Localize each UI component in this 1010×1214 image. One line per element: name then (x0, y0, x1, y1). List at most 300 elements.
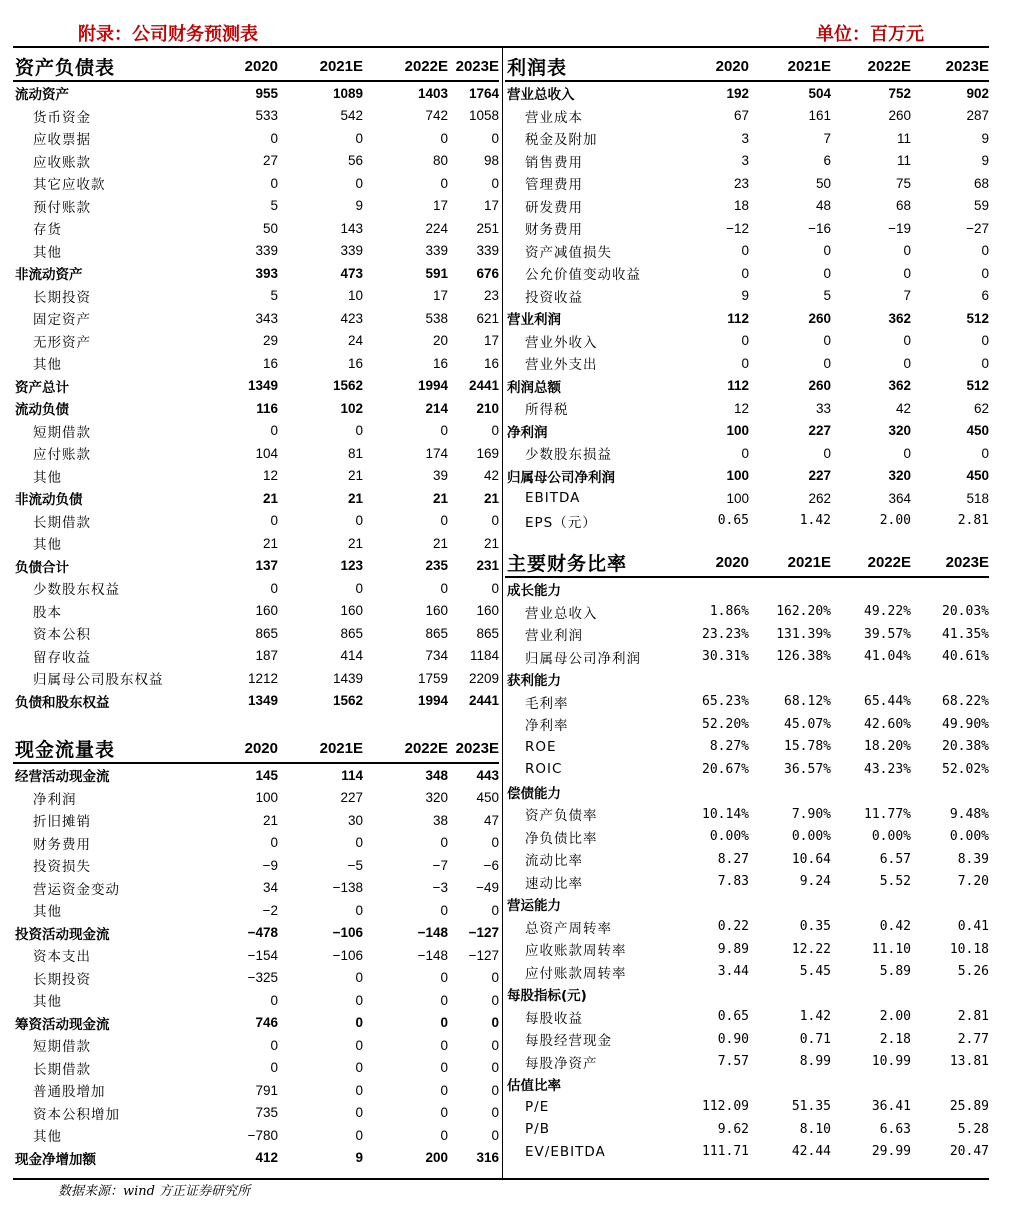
cell-value: 512 (966, 378, 989, 394)
cell-value (831, 1073, 911, 1096)
cell-value: 0.71 (799, 1031, 831, 1047)
cell-value: 0.00% (791, 829, 831, 845)
table-row (505, 352, 989, 375)
cell-value: 0 (440, 423, 448, 439)
cell-value: 12 (262, 468, 278, 484)
table-row (13, 922, 499, 945)
cell-value: 15.78% (784, 739, 831, 755)
cell-value: 23 (483, 288, 499, 304)
cell-value: 393 (255, 265, 278, 281)
cell-value: 1439 (332, 670, 363, 686)
cell-value: 414 (340, 648, 363, 664)
cell-value: 443 (476, 767, 499, 783)
cell-value: 30 (347, 812, 363, 828)
cell-value: 49.90% (942, 716, 989, 732)
table-row (13, 1124, 499, 1147)
cell-value: 10.64 (791, 851, 831, 867)
row-label: 普通股增加 (33, 1084, 106, 1101)
year-header: 2023E (448, 735, 499, 763)
cell-value: 43.23% (864, 761, 911, 777)
cell-value: 7.20 (957, 874, 989, 890)
table-row (13, 645, 499, 668)
cell-value: 0 (491, 970, 499, 986)
year-header: 2020 (203, 735, 278, 763)
row-label: 净利润 (507, 424, 548, 441)
cell-value: 5.52 (879, 874, 911, 890)
cell-value: 41.04% (864, 649, 911, 665)
cell-value: 6.57 (879, 851, 911, 867)
cell-value: 0 (355, 1060, 363, 1076)
cell-value: 6 (823, 153, 831, 169)
cell-value: 36.41 (871, 1099, 911, 1115)
cell-value: 98 (483, 153, 499, 169)
cell-value: 210 (476, 400, 499, 416)
cell-value: 30.31% (702, 649, 749, 665)
year-header: 2020 (677, 53, 749, 81)
cell-value: 0 (270, 580, 278, 596)
row-label: 营业成本 (525, 109, 583, 126)
table-row (505, 1118, 989, 1141)
row-label: P/B (525, 1121, 550, 1138)
row-label: 其他 (33, 904, 62, 921)
cell-value: 0 (270, 423, 278, 439)
cell-value (911, 1073, 989, 1096)
cell-value: 52.20% (702, 716, 749, 732)
cell-value: 0 (440, 835, 448, 851)
row-label: 速动比率 (525, 875, 583, 892)
row-label: 财务费用 (525, 222, 583, 239)
cell-value: 33 (815, 400, 831, 416)
cell-value: 7.90% (791, 806, 831, 822)
cell-value: 734 (425, 648, 448, 664)
cell-value: 21 (483, 490, 499, 506)
table-row (13, 1057, 499, 1080)
year-header: 2023E (911, 549, 989, 577)
row-label: 获利能力 (507, 673, 561, 690)
cell-value: 339 (476, 243, 499, 259)
cell-value: 0 (440, 970, 448, 986)
cell-value: 0 (270, 835, 278, 851)
cell-value: 162.20% (776, 604, 831, 620)
cell-value: 2.81 (957, 1009, 989, 1025)
cell-value: 6 (981, 288, 989, 304)
cell-value: 48 (815, 198, 831, 214)
table-row (13, 307, 499, 330)
cell-value: 0 (491, 992, 499, 1008)
row-label: 负债合计 (15, 559, 69, 576)
row-label: ROIC (525, 761, 563, 778)
cell-value: 17 (483, 198, 499, 214)
cell-value: 339 (340, 243, 363, 259)
row-label: 归属母公司净利润 (507, 469, 615, 486)
table-row (13, 442, 499, 465)
row-label: 其他 (33, 357, 62, 374)
cell-value: 0.22 (717, 919, 749, 935)
table-row (505, 442, 989, 465)
cell-value: 0 (741, 355, 749, 371)
row-label: 短期借款 (33, 424, 91, 441)
cell-value: 1994 (417, 378, 448, 394)
cell-value: 23.23% (702, 626, 749, 642)
ratios-table (505, 549, 989, 1163)
row-label: 所得税 (525, 402, 569, 419)
row-label: 流动负债 (15, 402, 69, 419)
table-row (13, 532, 499, 555)
cell-value: 865 (255, 625, 278, 641)
table-row (505, 577, 989, 601)
cell-value: 18.20% (864, 739, 911, 755)
row-label: 投资损失 (33, 859, 91, 876)
row-label: 财务费用 (33, 836, 91, 853)
row-label: ROE (525, 738, 557, 755)
cell-value: 20.38% (942, 739, 989, 755)
cell-value: 0 (491, 1037, 499, 1053)
cell-value: 36.57% (784, 761, 831, 777)
cell-value: 0 (491, 902, 499, 918)
cell-value: 0 (491, 1060, 499, 1076)
row-label: 其他 (33, 994, 62, 1011)
cell-value: 102 (340, 400, 363, 416)
cell-value: 143 (340, 220, 363, 236)
row-label: P/E (525, 1098, 550, 1115)
table-row (13, 1079, 499, 1102)
table-row (505, 105, 989, 128)
row-label: 净负债比率 (525, 830, 598, 847)
cell-value: 0.00% (709, 829, 749, 845)
table-row (13, 967, 499, 990)
cell-value: 1349 (247, 378, 278, 394)
cell-value: 80 (432, 153, 448, 169)
cell-value: 1349 (247, 693, 278, 709)
cell-value: 5.89 (879, 964, 911, 980)
cell-value: 742 (425, 108, 448, 124)
row-label: 归属母公司股东权益 (33, 672, 164, 689)
row-label: 应付账款周转率 (525, 965, 627, 982)
cell-value: 8.10 (799, 1121, 831, 1137)
cell-value: 0.35 (799, 919, 831, 935)
cell-value: −148 (417, 947, 448, 963)
cell-value: 7.83 (717, 874, 749, 890)
table-row (505, 758, 989, 781)
cell-value: 473 (340, 265, 363, 281)
table-header-row (13, 53, 499, 81)
row-label: 净利润 (33, 791, 77, 808)
cell-value: 145 (255, 767, 278, 783)
cell-value: −16 (808, 220, 831, 236)
cell-value: 20 (432, 333, 448, 349)
cell-value: 0 (741, 445, 749, 461)
row-label: 净利率 (525, 718, 569, 735)
row-label: 营业外收入 (525, 334, 598, 351)
cell-value: 160 (255, 603, 278, 619)
row-label: 资产负债率 (525, 808, 598, 825)
cell-value: 0 (270, 513, 278, 529)
cell-value: 735 (255, 1105, 278, 1121)
cell-value: 0 (270, 1060, 278, 1076)
cell-value: 200 (425, 1150, 448, 1166)
table-row (13, 172, 499, 195)
table-row (13, 330, 499, 353)
cell-value: 75 (895, 175, 911, 191)
table-row (505, 1096, 989, 1119)
cell-value: 0 (823, 265, 831, 281)
cell-value: −12 (726, 220, 749, 236)
cell-value: 865 (340, 625, 363, 641)
table-row (505, 826, 989, 849)
row-label: 经营活动现金流 (15, 769, 110, 786)
table-row (505, 1073, 989, 1096)
table-row (505, 127, 989, 150)
cell-value: 0 (981, 243, 989, 259)
cell-value: 65.23% (702, 694, 749, 710)
cell-value: 100 (726, 490, 749, 506)
year-header: 2021E (749, 53, 831, 81)
cell-value: 0 (440, 1082, 448, 1098)
cell-value (749, 577, 831, 601)
row-label: 估值比率 (507, 1078, 561, 1095)
cell-value: 137 (255, 558, 278, 574)
table-row (13, 1034, 499, 1057)
cell-value: 23 (733, 175, 749, 191)
cell-value: 11 (896, 130, 911, 146)
cell-value: 21 (432, 490, 448, 506)
cell-value: 131.39% (776, 626, 831, 642)
cell-value: 11.77% (864, 806, 911, 822)
cell-value (749, 781, 831, 804)
cell-value: 0 (440, 513, 448, 529)
table-row (505, 848, 989, 871)
table-row (505, 803, 989, 826)
cell-value: 362 (888, 310, 911, 326)
cell-value: 42.44 (791, 1144, 831, 1160)
cell-value: 0.65 (717, 513, 749, 529)
cell-value: 21 (432, 535, 448, 551)
year-header: 2021E (749, 549, 831, 577)
cell-value: 39 (432, 468, 448, 484)
cell-value (911, 668, 989, 691)
cell-value: 0 (741, 333, 749, 349)
row-label: 无形资产 (33, 334, 91, 351)
cell-value: 450 (966, 468, 989, 484)
cell-value: 123 (340, 558, 363, 574)
section-title: 资产负债表 (13, 53, 203, 81)
row-label: 每股净资产 (525, 1055, 598, 1072)
cell-value: 9 (355, 1150, 363, 1166)
cell-value: 9.24 (799, 874, 831, 890)
cell-value: −3 (432, 880, 448, 896)
row-label: 短期借款 (33, 1039, 91, 1056)
cell-value: 0 (903, 355, 911, 371)
row-label: 营业外支出 (525, 357, 598, 374)
row-label: 非流动资产 (15, 267, 83, 284)
cell-value: 1184 (469, 648, 499, 664)
cell-value: 0 (270, 992, 278, 1008)
cell-value: 11 (896, 153, 911, 169)
cell-value: 160 (425, 603, 448, 619)
balance-sheet-table (13, 53, 499, 712)
cell-value: 0 (440, 1105, 448, 1121)
row-label: 长期投资 (33, 971, 91, 988)
cell-value: 227 (808, 468, 831, 484)
cell-value: 423 (340, 310, 363, 326)
cell-value: 0 (903, 243, 911, 259)
cell-value: 111.71 (702, 1144, 749, 1160)
table-row (13, 127, 499, 150)
cell-value: 0 (491, 1105, 499, 1121)
cell-value: 17 (483, 333, 499, 349)
cash-flow-panel (13, 735, 499, 1169)
cell-value: 16 (432, 355, 448, 371)
row-label: 长期借款 (33, 514, 91, 531)
table-row (13, 240, 499, 263)
cell-value: 41.35% (942, 626, 989, 642)
cell-value: 65.44% (864, 694, 911, 710)
row-label: 研发费用 (525, 199, 583, 216)
cell-value: −138 (332, 880, 363, 896)
row-label: 偿债能力 (507, 785, 561, 802)
cell-value: 2441 (468, 378, 499, 394)
table-row (505, 172, 989, 195)
row-label: 其他 (33, 1129, 62, 1146)
year-header: 2022E (831, 53, 911, 81)
cell-value: 5 (270, 198, 278, 214)
row-label: 公允价值变动收益 (525, 267, 641, 284)
table-row (13, 420, 499, 443)
cell-value: 0 (741, 243, 749, 259)
table-row (505, 871, 989, 894)
table-row (13, 1102, 499, 1125)
table-header-row (13, 735, 499, 763)
cell-value: 9 (355, 198, 363, 214)
cell-value: 24 (347, 333, 363, 349)
cell-value: 260 (808, 378, 831, 394)
cell-value (677, 668, 749, 691)
table-row (505, 240, 989, 263)
cell-value: 0 (491, 423, 499, 439)
row-label: 营运能力 (507, 898, 561, 915)
table-row (13, 487, 499, 510)
cell-value: 12 (733, 400, 749, 416)
cell-value: 16 (262, 355, 278, 371)
data-source-note: 数据来源：wind 方正证券研究所 (58, 1184, 251, 1199)
cell-value: 0 (823, 243, 831, 259)
row-label: 归属母公司净利润 (525, 650, 641, 667)
cell-value: 1058 (468, 108, 499, 124)
cell-value: 2441 (468, 693, 499, 709)
cell-value (677, 577, 749, 601)
cell-value: 262 (808, 490, 831, 506)
cell-value: 126.38% (776, 649, 831, 665)
cell-value: 0.90 (717, 1031, 749, 1047)
cell-value: 1.86% (709, 604, 749, 620)
cell-value: 8.27 (717, 851, 749, 867)
cell-value: −325 (247, 970, 278, 986)
cell-value: 621 (476, 310, 499, 326)
section-title: 现金流量表 (13, 735, 203, 763)
cell-value: 0 (823, 355, 831, 371)
cell-value: 40.61% (942, 649, 989, 665)
cell-value: 0 (903, 333, 911, 349)
table-row (13, 81, 499, 105)
year-header: 2022E (363, 735, 448, 763)
table-row (505, 691, 989, 714)
cell-value: 0 (355, 970, 363, 986)
cell-value: 1994 (417, 693, 448, 709)
table-row (13, 809, 499, 832)
cell-value: −127 (468, 925, 499, 941)
row-label: 少数股东损益 (525, 447, 612, 464)
cell-value: 512 (966, 310, 989, 326)
cell-value: 3 (741, 130, 749, 146)
cell-value: 192 (726, 85, 749, 101)
table-row (505, 195, 989, 218)
cell-value: 56 (347, 153, 363, 169)
cell-value: 902 (966, 85, 989, 101)
cell-value: 1562 (332, 378, 363, 394)
row-label: 应收账款周转率 (525, 943, 627, 960)
cell-value: 10.99 (871, 1054, 911, 1070)
cell-value: 320 (888, 423, 911, 439)
row-label: 负债和股东权益 (15, 694, 110, 711)
cell-value (749, 983, 831, 1006)
cell-value: 21 (262, 812, 278, 828)
row-label: 现金净增加额 (15, 1151, 96, 1168)
row-label: EBITDA (525, 490, 581, 507)
section-title: 主要财务比率 (505, 549, 677, 577)
cell-value: 0 (355, 175, 363, 191)
cell-value: 42 (483, 468, 499, 484)
cell-value: 287 (966, 108, 989, 124)
row-label: 营业总收入 (525, 605, 598, 622)
row-label: 其他 (33, 537, 62, 554)
table-row (505, 420, 989, 443)
year-header: 2020 (203, 53, 278, 81)
cell-value: 51.35 (791, 1099, 831, 1115)
cell-value: 0 (440, 1060, 448, 1076)
year-header: 2022E (363, 53, 448, 81)
cell-value: 0 (355, 423, 363, 439)
cell-value: 227 (808, 423, 831, 439)
cell-value: 0 (440, 1127, 448, 1143)
cell-value: 21 (347, 535, 363, 551)
row-label: EPS（元） (525, 514, 597, 531)
cell-value: 2.77 (957, 1031, 989, 1047)
row-label: 存货 (33, 222, 62, 239)
cell-value: 8.27% (709, 739, 749, 755)
cell-value: 187 (255, 648, 278, 664)
table-row (505, 487, 989, 510)
cell-value: 0.65 (717, 1009, 749, 1025)
cell-value (911, 983, 989, 1006)
cell-value: 450 (476, 790, 499, 806)
cell-value: 17 (432, 288, 448, 304)
row-label: 筹资活动现金流 (15, 1016, 110, 1033)
table-row (13, 375, 499, 398)
cell-value: 0 (981, 333, 989, 349)
cell-value: 0 (491, 513, 499, 529)
row-label: 长期投资 (33, 289, 91, 306)
cell-value: −27 (966, 220, 989, 236)
cell-value: 343 (255, 310, 278, 326)
cell-value: 21 (347, 468, 363, 484)
table-row (505, 510, 989, 533)
cell-value: 0 (440, 175, 448, 191)
table-row (505, 375, 989, 398)
cell-value: 364 (888, 490, 911, 506)
table-row (505, 781, 989, 804)
table-row (13, 465, 499, 488)
cell-value: 62 (973, 400, 989, 416)
